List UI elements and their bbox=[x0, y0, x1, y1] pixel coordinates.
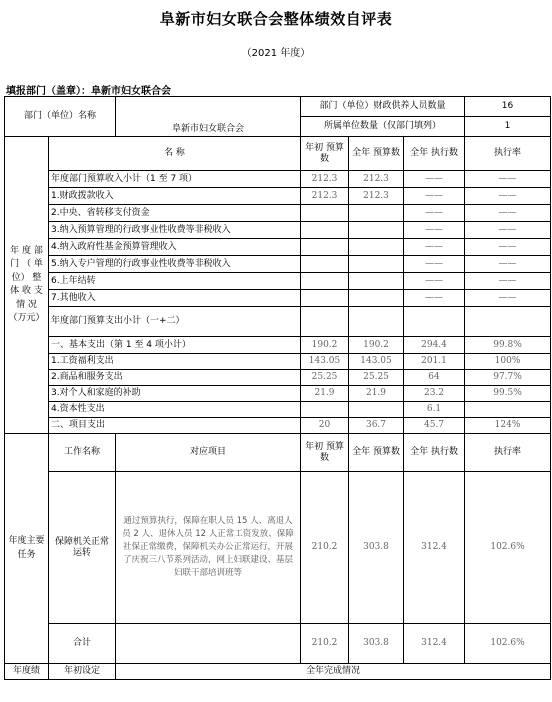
staff-count-label: 部门（单位）财政供养人员数量 bbox=[301, 97, 465, 117]
budget-row-rate bbox=[465, 402, 551, 418]
budget-row-name: 4.资本性支出 bbox=[49, 402, 301, 418]
budget-row-exec: —— bbox=[404, 222, 465, 239]
section3-header bbox=[5, 664, 551, 680]
budget-row bbox=[5, 354, 551, 370]
budget-row bbox=[5, 386, 551, 402]
budget-row-initial: 21.9 bbox=[301, 386, 349, 402]
budget-row bbox=[5, 307, 551, 337]
budget-row-exec: —— bbox=[404, 171, 465, 188]
budget-row-name: 6.上年结转 bbox=[49, 273, 301, 290]
budget-row-name: 7.其他收入 bbox=[49, 290, 301, 307]
task-exec: 312.4 bbox=[404, 472, 465, 624]
budget-row bbox=[5, 273, 551, 290]
budget-row-full: 212.3 bbox=[349, 188, 404, 205]
page-title: 阜新市妇女联合会整体绩效自评表 bbox=[159, 10, 393, 28]
budget-row bbox=[5, 370, 551, 386]
col-full-budget: 全年 预算数 bbox=[349, 137, 404, 171]
units-count-value: 1 bbox=[465, 117, 551, 137]
budget-row-initial: 143.05 bbox=[301, 354, 349, 370]
budget-row-full: 25.25 bbox=[349, 370, 404, 386]
col-done: 全年完成情况 bbox=[116, 664, 551, 680]
col-name: 名 称 bbox=[49, 137, 301, 171]
budget-row-exec: 201.1 bbox=[404, 354, 465, 370]
budget-row-exec: —— bbox=[404, 205, 465, 222]
budget-row-name: 3.对个人和家庭的补助 bbox=[49, 386, 301, 402]
dept-name-label: 部门（单位）名称 bbox=[5, 97, 116, 137]
col-goal: 年初设定 bbox=[49, 664, 116, 680]
budget-row-name: 3.纳入预算管理的行政事业性收费等非税收入 bbox=[49, 222, 301, 239]
total-item-empty bbox=[116, 624, 301, 664]
total-rate: 102.6% bbox=[465, 624, 551, 664]
budget-row bbox=[5, 171, 551, 188]
budget-row-initial bbox=[301, 402, 349, 418]
budget-row-name: 5.纳入专户管理的行政事业性收费等非税收入 bbox=[49, 256, 301, 273]
budget-row-full: 212.3 bbox=[349, 171, 404, 188]
budget-row-full bbox=[349, 307, 404, 337]
budget-row-exec: —— bbox=[404, 188, 465, 205]
budget-row-rate: 97.7% bbox=[465, 370, 551, 386]
budget-row-initial: 212.3 bbox=[301, 171, 349, 188]
budget-row-rate: —— bbox=[465, 290, 551, 307]
budget-row-full bbox=[349, 205, 404, 222]
budget-row-rate: —— bbox=[465, 188, 551, 205]
budget-row-rate: 124% bbox=[465, 418, 551, 434]
budget-row-name: 1.工资福利支出 bbox=[49, 354, 301, 370]
budget-row bbox=[5, 402, 551, 418]
budget-row-initial: 190.2 bbox=[301, 337, 349, 354]
col2-full-exec: 全年 执行数 bbox=[404, 434, 465, 472]
col2-initial-budget: 年初 预算数 bbox=[301, 434, 349, 472]
total-full: 303.8 bbox=[349, 624, 404, 664]
budget-row-name: 2.中央、省转移支付资金 bbox=[49, 205, 301, 222]
budget-row-rate: 99.5% bbox=[465, 386, 551, 402]
budget-row-initial bbox=[301, 205, 349, 222]
budget-row-rate: 100% bbox=[465, 354, 551, 370]
budget-row-exec: —— bbox=[404, 256, 465, 273]
section2-side-label: 年度主要任务 bbox=[5, 434, 49, 664]
budget-row-initial bbox=[301, 273, 349, 290]
section1-col-header bbox=[5, 137, 551, 171]
total-initial: 210.2 bbox=[301, 624, 349, 664]
budget-row-name: 一、基本支出（第 1 至 4 项小计） bbox=[49, 337, 301, 354]
budget-row-exec bbox=[404, 307, 465, 337]
budget-row-initial: 212.3 bbox=[301, 188, 349, 205]
budget-row-name: 年度部门预算收入小计（1 至 7 项） bbox=[49, 171, 301, 188]
section3-side-label: 年度绩 bbox=[5, 664, 49, 680]
budget-row bbox=[5, 205, 551, 222]
task-rate: 102.6% bbox=[465, 472, 551, 624]
staff-count-value: 16 bbox=[465, 97, 551, 117]
budget-row-full bbox=[349, 402, 404, 418]
task-full: 303.8 bbox=[349, 472, 404, 624]
budget-row-rate: —— bbox=[465, 239, 551, 256]
dept-name-value: 阜新市妇女联合会 bbox=[116, 97, 301, 137]
total-exec: 312.4 bbox=[404, 624, 465, 664]
budget-row-initial: 25.25 bbox=[301, 370, 349, 386]
task-initial: 210.2 bbox=[301, 472, 349, 624]
budget-row-initial bbox=[301, 290, 349, 307]
budget-row-initial: 20 bbox=[301, 418, 349, 434]
col2-exec-rate: 执行率 bbox=[465, 434, 551, 472]
budget-row-rate: —— bbox=[465, 273, 551, 290]
performance-table bbox=[4, 96, 551, 680]
report-year: （2021 年度） bbox=[241, 48, 311, 59]
col-work-name: 工作名称 bbox=[49, 434, 116, 472]
budget-row-name: 年度部门预算支出小计（一+二） bbox=[49, 307, 301, 337]
budget-row-initial bbox=[301, 256, 349, 273]
budget-row-full: 143.05 bbox=[349, 354, 404, 370]
budget-row-full: 190.2 bbox=[349, 337, 404, 354]
budget-row-exec: 23.2 bbox=[404, 386, 465, 402]
budget-row-initial bbox=[301, 307, 349, 337]
budget-row-full: 36.7 bbox=[349, 418, 404, 434]
budget-row-name: 1.财政拨款收入 bbox=[49, 188, 301, 205]
budget-row-name: 二、项目支出 bbox=[49, 418, 301, 434]
budget-row-exec: 64 bbox=[404, 370, 465, 386]
budget-row-rate: —— bbox=[465, 256, 551, 273]
col-exec-rate: 执行率 bbox=[465, 137, 551, 171]
budget-row-rate: —— bbox=[465, 205, 551, 222]
budget-row bbox=[5, 256, 551, 273]
task-description: 通过预算执行，保障在职人员 15 人、离退人员 2 人、退休人员 12 人正常工资发放、保障社保正常缴费，保障机关办公正常运行，开展了庆祝三八节系列活动，网上妇联建设、基层妇联干部培训班等 bbox=[116, 472, 301, 624]
budget-row-exec: 45.7 bbox=[404, 418, 465, 434]
budget-row-full bbox=[349, 256, 404, 273]
budget-row-full bbox=[349, 290, 404, 307]
budget-row bbox=[5, 418, 551, 434]
budget-row bbox=[5, 290, 551, 307]
budget-row-rate: —— bbox=[465, 222, 551, 239]
budget-row-full bbox=[349, 239, 404, 256]
budget-row-name: 4.纳入政府性基金预算管理收入 bbox=[49, 239, 301, 256]
total-label: 合计 bbox=[49, 624, 116, 664]
budget-row-full bbox=[349, 222, 404, 239]
budget-row-exec: —— bbox=[404, 290, 465, 307]
section1-side-label: 年 度 部 门 （ 单 位） 整 体 收 支 情 况 （万元） bbox=[5, 137, 49, 434]
total-row bbox=[5, 624, 551, 664]
task-row bbox=[5, 472, 551, 624]
budget-row-rate bbox=[465, 307, 551, 337]
col-item: 对应项目 bbox=[116, 434, 301, 472]
header-row-staff bbox=[5, 97, 551, 117]
col-initial-budget: 年初 预算数 bbox=[301, 137, 349, 171]
budget-row-exec: 6.1 bbox=[404, 402, 465, 418]
budget-row-rate: 99.8% bbox=[465, 337, 551, 354]
budget-row bbox=[5, 337, 551, 354]
budget-row-exec: —— bbox=[404, 239, 465, 256]
col2-full-budget: 全年 预算数 bbox=[349, 434, 404, 472]
filler-department: 填报部门（盖章）：阜新市妇女联合会 bbox=[6, 86, 171, 97]
budget-row bbox=[5, 188, 551, 205]
budget-row bbox=[5, 222, 551, 239]
budget-row-full: 21.9 bbox=[349, 386, 404, 402]
budget-row-exec: 294.4 bbox=[404, 337, 465, 354]
budget-row-full bbox=[349, 273, 404, 290]
col-full-exec: 全年 执行数 bbox=[404, 137, 465, 171]
budget-row-initial bbox=[301, 222, 349, 239]
units-count-label: 所属单位数量（仅部门填列） bbox=[301, 117, 465, 137]
budget-row-name: 2.商品和服务支出 bbox=[49, 370, 301, 386]
task-work-name: 保障机关正常运转 bbox=[49, 472, 116, 624]
budget-row-initial bbox=[301, 239, 349, 256]
budget-row bbox=[5, 239, 551, 256]
budget-row-rate: —— bbox=[465, 171, 551, 188]
section2-col-header bbox=[5, 434, 551, 472]
budget-row-exec: —— bbox=[404, 273, 465, 290]
